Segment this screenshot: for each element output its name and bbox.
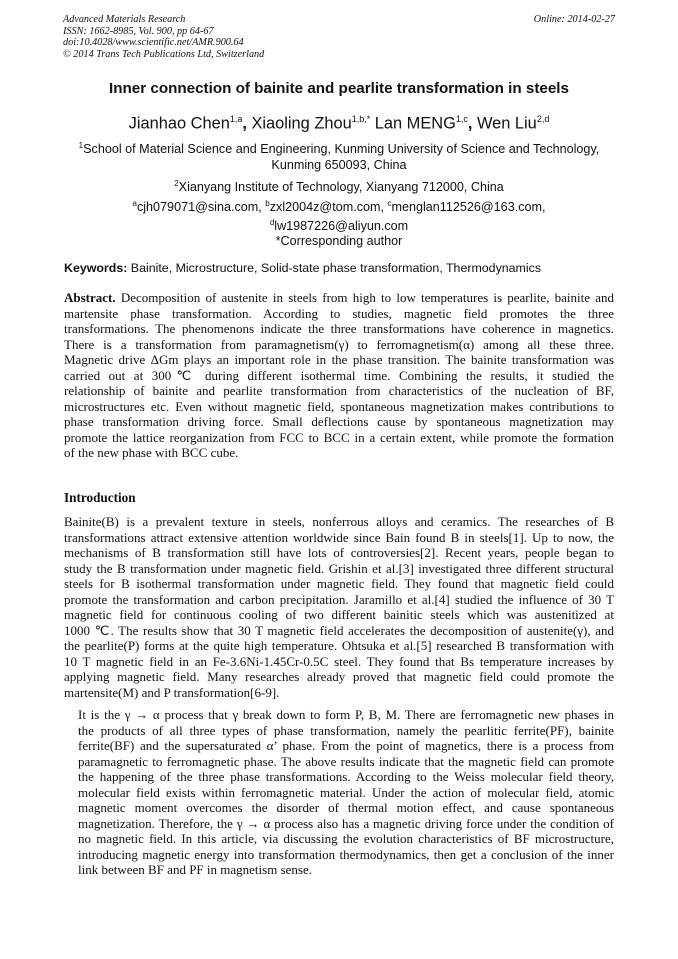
doi-line: doi:10.4028/www.scientific.net/AMR.900.64 [63,37,244,49]
affiliation-text: Kunming 650093, China [271,158,407,173]
abstract-label: Abstract. [64,290,116,305]
email-address: cjh079071@sina.com, [136,200,266,215]
corresponding-author-note: *Corresponding author [275,234,403,248]
abstract-line: Magnetic drive ΔGm plays an important role in the phase transition. The bainite transformation was [64,352,614,367]
email-marker: b [265,199,270,208]
paragraph-line: Bainite(B) is a prevalent texture in steels, nonferrous alloys and ceramics. The researches of B [64,514,614,529]
affiliation-text: School of Material Science and Engineering, Kunming University of Science and Technology, [83,142,600,157]
author-separator: , [242,114,252,133]
paragraph-line: paramagnetic to ferromagnetic phase. The above results indicate that the magnetic field can promote [78,753,614,769]
email-marker: d [269,218,275,228]
paragraph-line: the pearlite(P) forms at the quite high temperature. Ohtsuka et al.[5] researched B transformation with [64,638,614,653]
abstract [64,290,614,461]
email-address: menglan112526@163.com, [391,200,546,215]
paragraph-line: transformations attract extensive attention worldwide since Bain found B in steels[1]. Up to now, the [64,529,614,545]
keywords-label: Keywords: [64,261,128,275]
paragraph-line: no magnetic field. In this article, via discussing the evolution characteristics of BF microstructure, [78,831,614,846]
issn-line: ISSN: 1662-8985, Vol. 900, pp 64-67 [63,25,214,37]
paragraph-line: It is the γ → α process that γ break down to form P, B, M. There are ferromagnetic new phases in [78,707,614,722]
copyright-line: © 2014 Trans Tech Publications Ltd, Switzerland [63,48,265,60]
paragraph-line: the happening of the three phase transformations. According to the Weiss molecular field theory, [78,769,614,784]
abstract-line: There is a transformation from paramagnetism(γ) to ferromagnetism(α) among all these three. [64,336,614,352]
introduction-paragraph-2 [64,707,614,878]
abstract-line: microstructures etc. Even without magnetic field, spontaneous magnetization makes contributions to [64,398,614,414]
keywords [64,261,624,275]
author-superscript: 2,d [536,114,550,124]
journal-name: Advanced Materials Research [63,14,186,25]
abstract-line: carried out at 300℃ during different isothermal time. Combining the results, it studied the [64,367,614,383]
paragraph-line: the products of all three types of phase transformation, namely the pearlitic ferrite(PF), bainite [78,722,614,738]
abstract-line: relationship of bainite and pearlite transformation from characteristics of the nucleation of BF, [64,383,614,398]
email-address: zxl2004z@tom.com, [269,200,388,215]
abstract-line: promote the lattice reorganization from FCC to BCC in a certain extent, while promote the formation [64,429,614,445]
email-marker: c [387,199,392,208]
paragraph-line: molecular field exists within ferromagnetic material. Under the action of molecular field, atomic [78,784,614,800]
abstract-line: transformations. The phenomenons indicate the three transformations have coherence in magnetics. [64,321,614,336]
paragraph-line: magnetic moment overcomes the disorder of thermal motion effect, and cause spontaneous [78,800,614,815]
paragraph-line: mechanisms of B transformation still have lots of controversies[2]. Recent years, people began to [64,545,614,560]
author-name: Xiaoling Zhou [251,114,352,133]
paper-title: Inner connection of bainite and pearlite transformation in steels [109,80,569,97]
paragraph-line: link between BF and PF in magnetism sense. [78,862,312,877]
author-name: Lan MENG [374,114,456,133]
abstract-line: of the new phase with BCC cube. [64,445,239,460]
affiliation-text: Xianyang Institute of Technology, Xianyang 712000, China [178,180,504,195]
abstract-line: martensite phase transformation. According to studies, magnetic field promotes the three [64,305,614,321]
paragraph-line: 1000 ℃. The results show that 30 T magnetic field accelerates the decomposition of austenite(γ), and [64,622,614,638]
paragraph-line: ferrite(BF) and the supersaturated α’ phase. From the point of magnetics, there is a process from [78,738,614,753]
affiliation-marker: 2 [174,179,179,188]
paragraph-line: study the B transformation under magnetic field. Grishin et al.[3] investigated three different structural [64,560,614,576]
introduction-paragraph-1 [64,514,614,700]
email-address: lw1987226@aliyun.com [274,219,409,234]
online-date: Online: 2014-02-27 [533,14,615,25]
author-name: Wen Liu [476,114,537,133]
paragraph-line: steels for B isothermal transformation under magnetic field. They found that magnetic field could [64,576,614,591]
author-superscript: 1,b,* [351,114,371,124]
paragraph-line: magnetization. Therefore, the γ → α process also has a magnetic driving force under the condition of [78,815,614,831]
author-superscript: 1,c [455,114,468,124]
journal-header [63,14,615,60]
author-separator: , [467,114,477,133]
paragraph-line: martensite(M) and P transformation[6-9]. [64,684,280,700]
section-heading-introduction: Introduction [64,490,136,505]
author-name: Jianhao Chen [128,114,230,133]
abstract-line [64,290,614,306]
author-list [40,114,638,133]
paragraph-line: applying magnetic field. Many researches already proved that magnetic field could promote the [64,669,614,684]
keywords-text: Bainite, Microstructure, Solid-state phase transformation, Thermodynamics [127,261,542,275]
paragraph-line: promote the transformation and carbon precipitation. Jaramillo et al.[4] studied the influence of 30 T [64,591,614,607]
paragraph-line: 10 T magnetic field in an Fe-3.6Ni-1.45Cr-0.5C steel. They found that Bs temperature increases by [64,653,614,669]
author-superscript: 1,a [229,114,243,124]
paragraph-line: introducing magnetic energy into transformation thermodynamics, then get a conclusion of the inner [78,846,614,862]
affiliation-marker: 1 [78,141,84,150]
email-marker: a [132,199,137,208]
abstract-line: phase transformation driving force. Small deflections cause by spontaneous magnetization may [64,414,614,429]
affiliation-1 [60,138,618,173]
abstract-text: Decomposition of austenite in steels from high to low temperatures is pearlite, bainite and [115,290,614,305]
paragraph-line: magnetic field for continuous cooling of two different bainitic steels which was austenitized at [64,607,614,622]
affiliation-2 [60,176,618,195]
author-emails [60,196,618,234]
